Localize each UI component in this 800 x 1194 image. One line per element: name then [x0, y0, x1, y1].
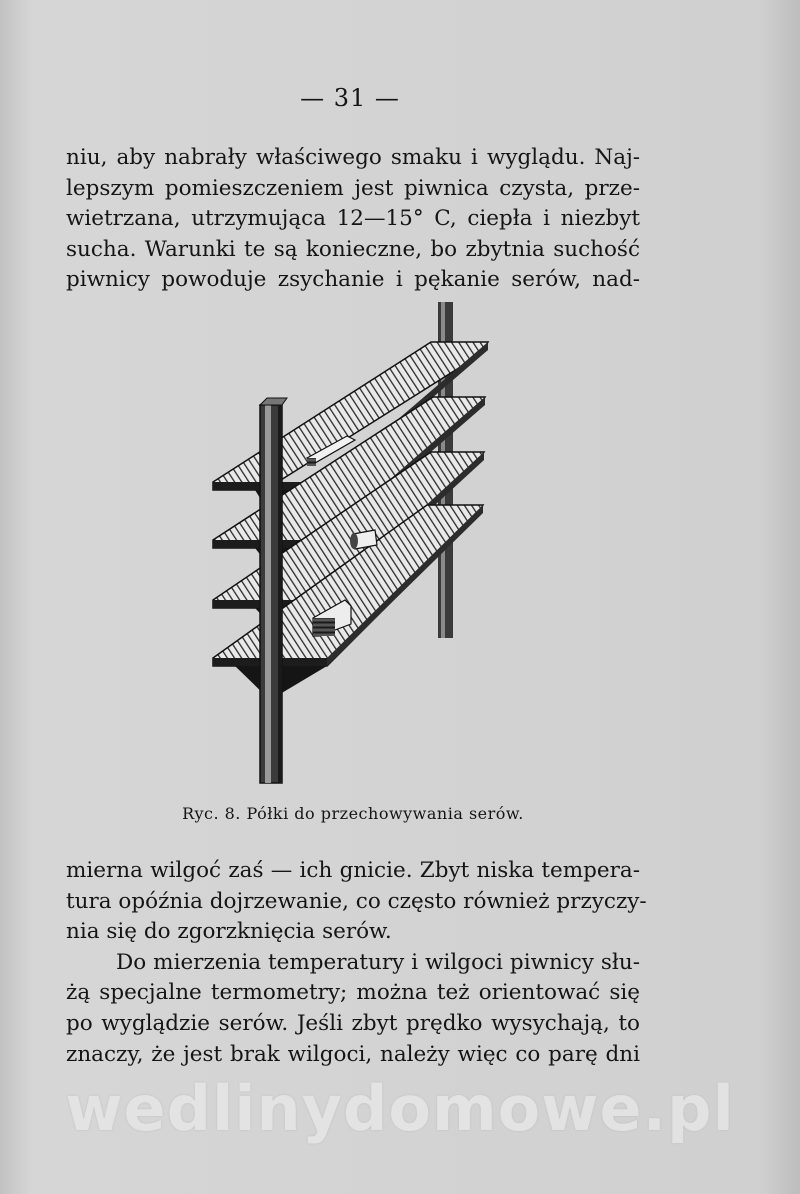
text-line: po wyglądzie serów. Jeśli zbyt prędko wysychają, to: [66, 1010, 640, 1036]
paragraph-bottom: [66, 856, 647, 1070]
text-line: żą specjalne termometry; można też orientować się: [66, 980, 640, 1006]
text-line: sucha. Warunki te są konieczne, bo zbytnia suchość: [66, 236, 640, 262]
text-line: tura opóźnia dojrzewanie, co często również przyczy-: [66, 888, 647, 914]
page-number: — 31 —: [300, 84, 400, 112]
text-line: lepszym pomieszczeniem jest piwnica czysta, prze-: [66, 175, 640, 201]
text-line: mierna wilgoć zaś — ich gnicie. Zbyt niska tempera-: [66, 858, 640, 883]
text-line: niu, aby nabrały właściwego smaku i wyglądu. Naj-: [66, 145, 640, 170]
text-line: wietrzana, utrzymująca 12—15° C, ciepła i niezbyt: [66, 206, 640, 232]
text-line: Do mierzenia temperatury i wilgoci piwnicy słu-: [116, 949, 640, 975]
text-line: znaczy, że jest brak wilgoci, należy więc co parę dni: [66, 1041, 640, 1067]
text-line: piwnicy powoduje zsychanie i pękanie serów, nad-: [66, 267, 640, 293]
cheese-shelves-illustration: [195, 290, 515, 790]
figure-caption: Ryc. 8. Półki do przechowywania serów.: [182, 804, 524, 823]
paragraph-top: [66, 143, 640, 296]
watermark: wedlinydomowe.pl: [65, 1072, 735, 1145]
text-line: nia się do zgorzknięcia serów.: [66, 919, 392, 945]
